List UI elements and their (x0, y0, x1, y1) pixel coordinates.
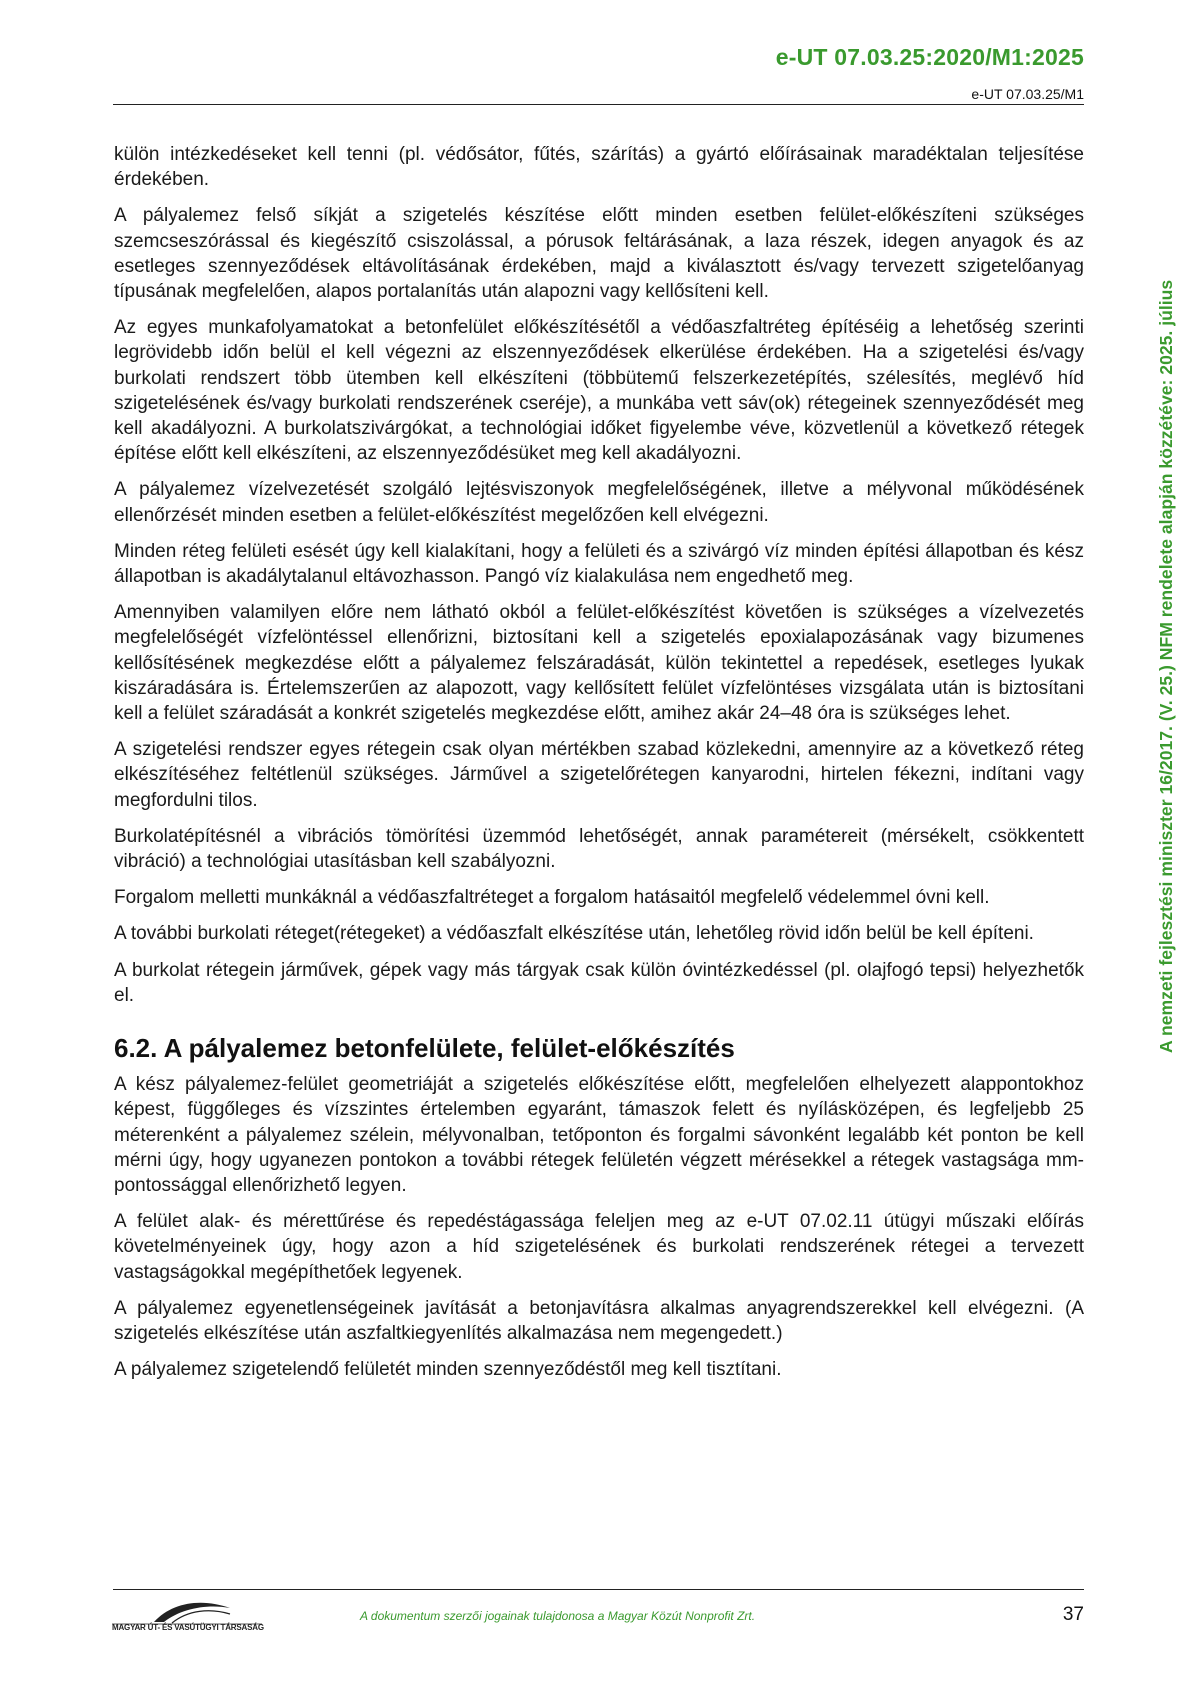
paragraph: A pályalemez vízelvezetését szolgáló lejtésviszonyok megfelelőségének, illetve a mélyvonal működésének ellenőrzését minden esetben a felület-előkészítést megelőzően kell elvégezni. (114, 479, 1084, 526)
page-number: 37 (1062, 1604, 1084, 1625)
paragraph: Forgalom melletti munkáknál a védőaszfaltréteget a forgalom hatásaitól megfelelő védelemmel óvni kell. (114, 887, 990, 909)
copyright-notice: A dokumentum szerzői jogainak tulajdonosa a Magyar Közút Nonprofit Zrt. (360, 1609, 756, 1623)
document-code: e-UT 07.03.25:2020/M1:2025 (775, 44, 1084, 70)
paragraph: Minden réteg felületi esését úgy kell kialakítani, hogy a felületi és a szivárgó víz minden építési állapotban és kész állapotban is akadálytalanul eltávozhasson. Pangó víz kialakulása nem engedhető meg. (114, 540, 1084, 588)
paragraph: A pályalemez szigetelendő felületét minden szennyeződéstől meg kell tisztítani. (114, 1359, 782, 1381)
paragraph: Az egyes munkafolyamatokat a betonfelület előkészítésétől a védőaszfaltréteg építéséig a lehetőség szerinti legrövidebb időn belül el kell végezni az elszennyeződések elkerülése érdekében. Ha a szigetelési és/vagy burkolati rendszert több ütemben kell elkészíteni (többütemű felszerkezetépítés, szélesítés, meglévő híd szigetelésének és/vagy burkolati rendszerének cseréje), a munkába vett sáv(ok) rétegeinek szennyeződését meg kell akadályozni. A burkolatszivárgókat, a technológiai időket figyelembe véve, közvetlenül a következő rétegek építése előtt kell elkészíteni, az elszennyeződésüket meg kell akadályozni. (114, 317, 1084, 465)
footer-divider (113, 1589, 1084, 1590)
paragraph: A további burkolati réteget(rétegeket) a védőaszfalt elkészítése után, lehetőleg rövid időn belül be kell építeni. (114, 923, 1034, 945)
paragraph: A szigetelési rendszer egyes rétegein csak olyan mértékben szabad közlekedni, amennyire az a következő réteg elkészítéséhez feltétlenül szükséges. Járművel a szigetelőrétegen kanyarodni, hirtelen fékezni, indítani vagy megfordulni tilos. (114, 739, 1084, 811)
paragraph: A pályalemez egyenetlenségeinek javítását a betonjavításra alkalmas anyagrendszerekkel kell elvégezni. (A szigetelés elkészítése után aszfaltkiegyenlítés alkalmazása nem megengedett.) (114, 1297, 1084, 1344)
paragraph: Burkolatépítésnél a vibrációs tömörítési üzemmód lehetőségét, annak paramétereit (mérsékelt, csökkentett vibráció) a technológiai utasításban kell szabályozni. (114, 825, 1084, 873)
road-swoosh-icon (112, 1596, 272, 1626)
document-subcode: e-UT 07.03.25/M1 (971, 86, 1084, 102)
paragraph: A felület alak- és mérettűrése és repedéstágassága feleljen meg az e-UT 07.02.11 útügyi műszaki előírás követelményeinek úgy, hogy azon a híd szigetelésének és burkolati rendszerének rétegei a tervezett vastagságokkal megépíthetőek legyenek. (114, 1211, 1084, 1283)
paragraph: A burkolat rétegein járművek, gépek vagy más tárgyak csak külön óvintézkedéssel (pl. olajfogó tepsi) helyezhetők el. (114, 959, 1084, 1006)
paragraph: külön intézkedéseket kell tenni (pl. védősátor, fűtés, szárítás) a gyártó előírásainak maradéktalan teljesítése érdekében. (114, 144, 1084, 191)
paragraph: A kész pályalemez-felület geometriáját a szigetelés előkészítése előtt, megfelelően elhelyezett alappontokhoz képest, függőleges és vízszintes értelemben egyaránt, támaszok felett és nyílásközépen, és legfeljebb 25 méterenként a pályalemez szélein, mélyvonalban, tetőponton és forgalmi sávonként legalább két ponton be kell mérni úgy, hogy ugyanezen pontokon a további rétegek felületén végzett mérésekkel a rétegek vastagsága mm-pontossággal ellenőrizhető legyen. (114, 1074, 1084, 1196)
paragraph: A pályalemez felső síkját a szigetelés készítése előtt minden esetben felület-előkészíteni szükséges szemcseszórással és kiegészítő csiszolással, a pórusok feltárásának, a laza részek, idegen anyagok és az esetleges szennyeződések eltávolításának érdekében, majd a kiválasztott és/vagy tervezett szigetelőanyag típusának megfelelően, alapos portalanítás után alapozni vagy kellősíteni kell. (114, 205, 1084, 303)
header-divider (113, 104, 1084, 105)
section-heading: 6.2. A pályalemez betonfelülete, felület-előkészítés (114, 1033, 735, 1064)
paragraph: Amennyiben valamilyen előre nem látható okból a felület-előkészítést követően is szükséges a vízelvezetés megfelelőségét vízfelöntéssel ellenőrizni, biztosítani kell a szigetelés epoxialapozásának vagy bizumenes kellősítésének megkezdése előtt a pályalemez felszáradását, külön tekintettel a repedések, esetleges lyukak kiszáradására is. Értelemszerűen az alapozott, vagy kellősített felület vízfelöntéses vizsgálata után is biztosítani kell a felület száradását a konkrét szigetelés megkezdése előtt, amihez akár 24–48 óra is szükséges lehet. (114, 602, 1084, 725)
society-logo (112, 1596, 272, 1636)
side-publication-note: A nemzeti fejlesztési miniszter 16/2017. (V. 25.) NFM rendelete alapján közzétéve: 2025. július (1156, 279, 1176, 1053)
logo-text: MAGYAR ÚT- ÉS VASÚTÜGYI TÁRSASÁG (112, 1623, 264, 1632)
main-content (114, 142, 1084, 1393)
